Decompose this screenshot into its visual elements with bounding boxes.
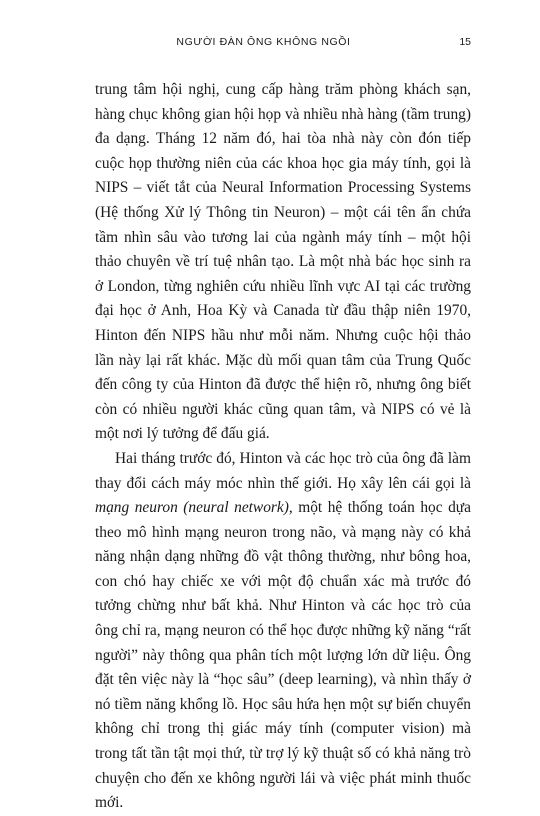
paragraph-2-before: Hai tháng trước đó, Hinton và các học trò của ông đã làm thay đổi cách máy móc nhìn thế giới. Họ xây lên cái gọi là: [95, 449, 471, 492]
paragraph-2: [95, 447, 471, 816]
running-title: NGƯỜI ĐÀN ÔNG KHÔNG NGỒI: [176, 36, 351, 48]
body-text: [95, 78, 471, 816]
italic-term: mạng neuron (neural network): [95, 499, 289, 517]
running-header: [96, 36, 471, 52]
paragraph-1: trung tâm hội nghị, cung cấp hàng trăm phòng khách sạn, hàng chục không gian hội họp và nhiều nhà hàng (tầm trung) đa dạng. Tháng 12 năm đó, hai tòa nhà này còn đón tiếp cuộc họp thường niên của các khoa học gia máy tính, gọi là NIPS – viết tắt của Neural Information Processing Systems (Hệ thống Xử lý Thông tin Neuron) – một cái tên ẩn chứa tầm nhìn sâu vào tương lai của ngành máy tính – một hội thảo chuyên về trí tuệ nhân tạo. Là một nhà bác học sinh ra ở London, từng nghiên cứu nhiều lĩnh vực AI tại các trường đại học ở Anh, Hoa Kỳ và Canada từ đầu thập niên 1970, Hinton đến NIPS hầu như mỗi năm. Nhưng cuộc hội thảo lần này lại rất khác. Mặc dù mối quan tâm của Trung Quốc đến công ty của Hinton đã được thể hiện rõ, nhưng ông biết còn có nhiều người khác cũng quan tâm, và NIPS có vẻ là một nơi lý tưởng để đấu giá.: [95, 81, 471, 443]
page-number: 15: [459, 36, 471, 48]
paragraph-2-after: , một hệ thống toán học dựa theo mô hình mạng neuron trong não, và mạng này có khả năng nhận dạng những đồ vật thông thường, như bông hoa, con chó hay chiếc xe với một độ chuẩn xác mà trước đó tưởng chừng như bất khả. Như Hinton và các học trò của ông chỉ ra, mạng neuron có thể học được những kỹ năng “rất người” này thông qua phân tích một lượng lớn dữ liệu. Ông đặt tên việc này là “học sâu” (deep learning), và nhìn thấy ở nó tiềm năng khổng lồ. Học sâu hứa hẹn một sự biến chuyển không chỉ trong thị giác máy tính (computer vision) mà trong tất tần tật mọi thứ, từ trợ lý kỹ thuật số có khả năng trò chuyện cho đến xe không người lái và việc phát minh thuốc mới.: [95, 499, 471, 812]
